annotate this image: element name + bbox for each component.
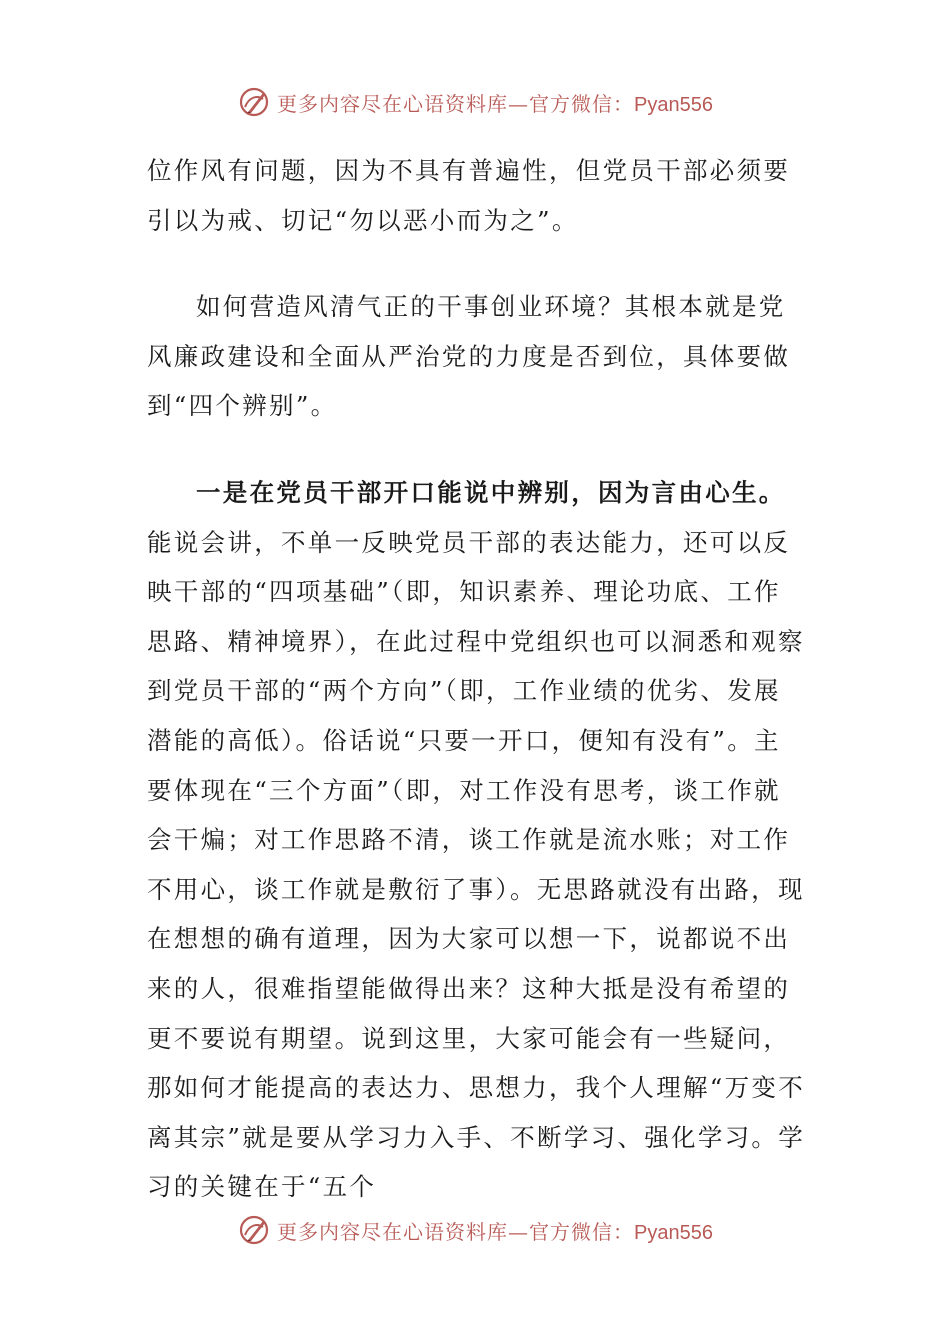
banner-text: 更多内容尽在心语资料库—官方微信：Pyan556 [277, 1219, 713, 1244]
paragraph-3 [147, 468, 807, 1212]
pen-swirl-logo-icon [237, 1213, 271, 1247]
header-banner [0, 82, 950, 122]
pen-swirl-logo-icon [237, 85, 271, 119]
paragraph-3-body: 能说会讲，不单一反映党员干部的表达能力，还可以反映干部的“四项基础”（即，知识素养、理论功底、工作思路、精神境界），在此过程中党组织也可以洞悉和观察到党员干部的“两个方向”（即，工作业绩的优劣、发展潜能的高低）。俗话说“只要一开口，便知有没有”。主要体现在“三个方面”（即，对工作没有思考，谈工作就会干煸；对工作思路不清，谈工作就是流水账；对工作不用心，谈工作就是敷衍了事）。无思路就没有出路，现在想想的确有道理，因为大家可以想一下，说都说不出来的人，很难指望能做得出来？这种大抵是没有希望的更不要说有期望。说到这里，大家可能会有一些疑问，那如何才能提高的表达力、思想力，我个人理解“万变不离其宗”就是要从学习力入手、不断学习、强化学习。学习的关键在于“五个 [147, 527, 806, 1202]
banner-text: 更多内容尽在心语资料库—官方微信：Pyan556 [277, 91, 713, 116]
paragraph-3-heading: 一是在党员干部开口能说中辨别，因为言由心生。 [196, 477, 786, 507]
footer-banner [0, 1210, 950, 1250]
paragraph-1: 位作风有问题，因为不具有普遍性，但党员干部必须要引以为戒、切记“勿以恶小而为之”。 [147, 156, 791, 235]
paragraph-2: 如何营造风清气正的干事创业环境？其根本就是党风廉政建设和全面从严治党的力度是否到位，具体要做到“四个辨别”。 [147, 292, 791, 421]
document-body [147, 146, 807, 1212]
